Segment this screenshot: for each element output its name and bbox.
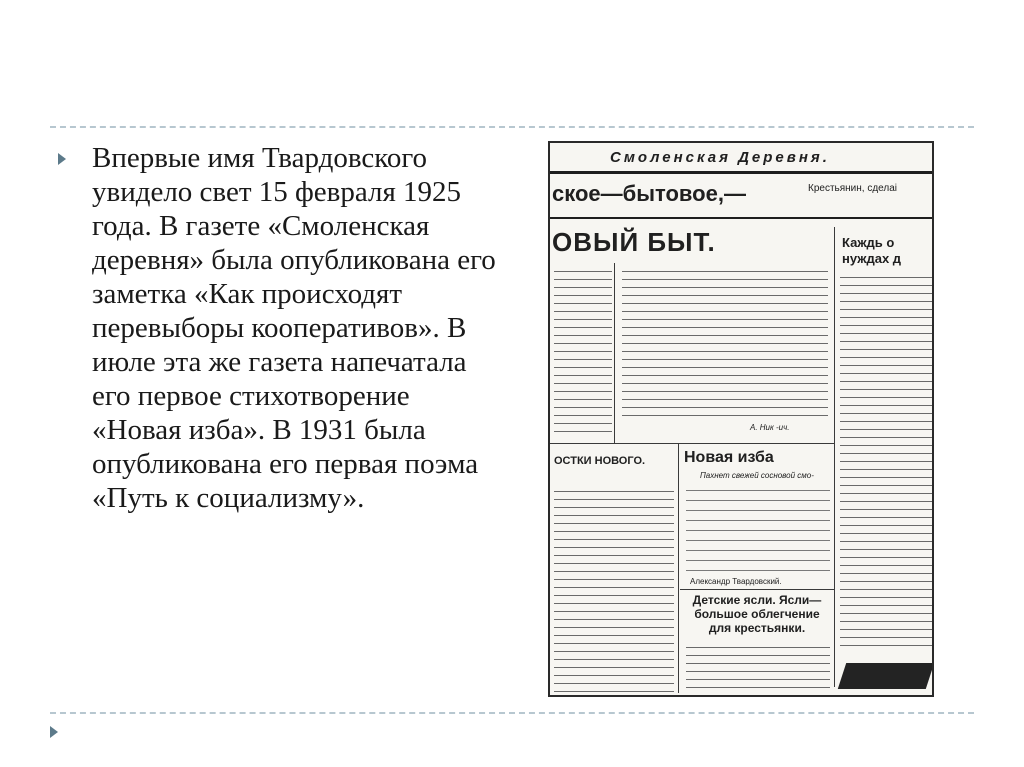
- column-rule: [678, 443, 679, 693]
- clipping-illustration: [838, 663, 934, 689]
- bullet-triangle-icon: [58, 153, 66, 165]
- box-rule: [680, 589, 834, 590]
- masthead-bar: [550, 171, 934, 174]
- poem-subtitle: Пахнет свежей сосновой смо-: [700, 471, 814, 480]
- clipping-right-headline: Каждь о нуждах д: [842, 235, 902, 266]
- text-column-center: [622, 267, 828, 417]
- poem-title: Новая изба: [684, 449, 774, 466]
- top-dashed-rule: [50, 126, 974, 128]
- column-rule: [614, 263, 615, 443]
- clipping-section-head: ОСТКИ НОВОГО.: [554, 455, 646, 467]
- poem-author: Александр Твардовский.: [690, 577, 782, 586]
- text-column-right: [840, 273, 932, 653]
- headline-bar: [550, 217, 934, 219]
- text-column-left: [554, 267, 612, 437]
- clipping-headline-2: ОВЫЙ БЫТ.: [552, 227, 716, 257]
- box-body: [686, 643, 830, 691]
- clipping-signoff: А. Ник -ич.: [750, 423, 790, 432]
- clipping-headline-1: ское—бытовое,—: [552, 181, 746, 206]
- footer-bullet-icon: [50, 726, 58, 738]
- box-headline: Детские ясли. Ясли—большое облегчение для крестьянки.: [692, 593, 822, 635]
- section-rule: [550, 443, 834, 444]
- clipping-masthead: Смоленская Деревня.: [610, 149, 830, 166]
- column-rule: [834, 227, 835, 687]
- poem-body: [686, 485, 830, 573]
- text-column-lower-left: [554, 487, 674, 693]
- slide-paragraph: Впервые имя Твардовского увидело свет 15 февраля 1925 года. В газете «Смоленская деревня» была опубликована его заметка «Как происходят перевыборы кооперативов». В июле эта же газета напечатала его первое стихотворение «Новая изба». В 1931 была опубликована его первая поэма «Путь к социализму».: [92, 142, 496, 514]
- newspaper-clipping-image: [548, 141, 934, 697]
- clipping-kicker: Крестьянин, сделаі: [808, 183, 898, 194]
- bottom-dashed-rule: [50, 712, 974, 714]
